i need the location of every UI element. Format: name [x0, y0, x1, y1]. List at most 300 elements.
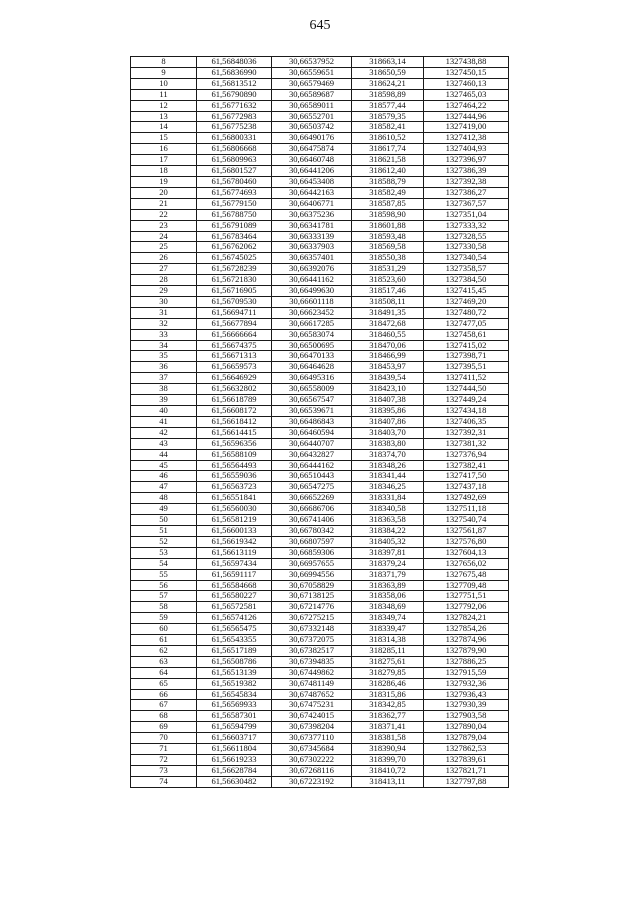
x-coordinate-cell: 318407,38	[352, 395, 424, 406]
table-row	[131, 187, 509, 198]
y-coordinate-cell: 1327395,51	[424, 362, 509, 373]
point-number-cell: 21	[131, 198, 197, 209]
table-row	[131, 700, 509, 711]
table-row	[131, 547, 509, 558]
latitude-cell: 61,56618789	[197, 395, 272, 406]
longitude-cell: 30,66583074	[272, 329, 352, 340]
latitude-cell: 61,56788750	[197, 209, 272, 220]
y-coordinate-cell: 1327396,97	[424, 155, 509, 166]
x-coordinate-cell: 318610,52	[352, 133, 424, 144]
longitude-cell: 30,66539671	[272, 406, 352, 417]
x-coordinate-cell: 318663,14	[352, 57, 424, 68]
point-number-cell: 11	[131, 89, 197, 100]
table-row	[131, 624, 509, 635]
table-row	[131, 438, 509, 449]
point-number-cell: 9	[131, 67, 197, 78]
longitude-cell: 30,66780342	[272, 525, 352, 536]
point-number-cell: 72	[131, 755, 197, 766]
latitude-cell: 61,56836990	[197, 67, 272, 78]
y-coordinate-cell: 1327458,61	[424, 329, 509, 340]
y-coordinate-cell: 1327444,96	[424, 111, 509, 122]
table-row	[131, 635, 509, 646]
table-row	[131, 744, 509, 755]
table-row	[131, 765, 509, 776]
table-row	[131, 89, 509, 100]
longitude-cell: 30,66859306	[272, 547, 352, 558]
x-coordinate-cell: 318279,85	[352, 667, 424, 678]
longitude-cell: 30,66341781	[272, 220, 352, 231]
x-coordinate-cell: 318348,69	[352, 602, 424, 613]
point-number-cell: 22	[131, 209, 197, 220]
table-row	[131, 78, 509, 89]
x-coordinate-cell: 318624,21	[352, 78, 424, 89]
longitude-cell: 30,67138125	[272, 591, 352, 602]
latitude-cell: 61,56774693	[197, 187, 272, 198]
point-number-cell: 24	[131, 231, 197, 242]
y-coordinate-cell: 1327382,41	[424, 460, 509, 471]
latitude-cell: 61,56588109	[197, 449, 272, 460]
x-coordinate-cell: 318390,94	[352, 744, 424, 755]
point-number-cell: 25	[131, 242, 197, 253]
table-row	[131, 122, 509, 133]
y-coordinate-cell: 1327411,52	[424, 373, 509, 384]
longitude-cell: 30,66552701	[272, 111, 352, 122]
latitude-cell: 61,56694711	[197, 307, 272, 318]
latitude-cell: 61,56565475	[197, 624, 272, 635]
x-coordinate-cell: 318650,59	[352, 67, 424, 78]
point-number-cell: 70	[131, 733, 197, 744]
y-coordinate-cell: 1327656,02	[424, 558, 509, 569]
table-row	[131, 755, 509, 766]
x-coordinate-cell: 318285,11	[352, 645, 424, 656]
latitude-cell: 61,56632802	[197, 384, 272, 395]
longitude-cell: 30,66503742	[272, 122, 352, 133]
longitude-cell: 30,67302222	[272, 755, 352, 766]
y-coordinate-cell: 1327915,59	[424, 667, 509, 678]
y-coordinate-cell: 1327415,45	[424, 286, 509, 297]
x-coordinate-cell: 318598,90	[352, 209, 424, 220]
x-coordinate-cell: 318348,26	[352, 460, 424, 471]
longitude-cell: 30,66432827	[272, 449, 352, 460]
longitude-cell: 30,66441162	[272, 275, 352, 286]
longitude-cell: 30,66442163	[272, 187, 352, 198]
point-number-cell: 35	[131, 351, 197, 362]
point-number-cell: 69	[131, 722, 197, 733]
table-row	[131, 384, 509, 395]
y-coordinate-cell: 1327328,55	[424, 231, 509, 242]
point-number-cell: 41	[131, 416, 197, 427]
longitude-cell: 30,67372075	[272, 635, 352, 646]
latitude-cell: 61,56600133	[197, 525, 272, 536]
y-coordinate-cell: 1327464,22	[424, 100, 509, 111]
longitude-cell: 30,66357401	[272, 253, 352, 264]
latitude-cell: 61,56551841	[197, 493, 272, 504]
latitude-cell: 61,56677894	[197, 318, 272, 329]
point-number-cell: 30	[131, 296, 197, 307]
longitude-cell: 30,67268116	[272, 765, 352, 776]
coordinates-table-body	[131, 57, 509, 788]
latitude-cell: 61,56646929	[197, 373, 272, 384]
longitude-cell: 30,66589687	[272, 89, 352, 100]
y-coordinate-cell: 1327862,53	[424, 744, 509, 755]
latitude-cell: 61,56659573	[197, 362, 272, 373]
longitude-cell: 30,66994556	[272, 569, 352, 580]
latitude-cell: 61,56545834	[197, 689, 272, 700]
longitude-cell: 30,67223192	[272, 776, 352, 787]
longitude-cell: 30,66392076	[272, 264, 352, 275]
longitude-cell: 30,66499630	[272, 286, 352, 297]
point-number-cell: 57	[131, 591, 197, 602]
longitude-cell: 30,66475874	[272, 144, 352, 155]
latitude-cell: 61,56596356	[197, 438, 272, 449]
latitude-cell: 61,56716905	[197, 286, 272, 297]
point-number-cell: 71	[131, 744, 197, 755]
x-coordinate-cell: 318349,74	[352, 613, 424, 624]
longitude-cell: 30,66375236	[272, 209, 352, 220]
y-coordinate-cell: 1327419,00	[424, 122, 509, 133]
y-coordinate-cell: 1327936,43	[424, 689, 509, 700]
x-coordinate-cell: 318371,79	[352, 569, 424, 580]
latitude-cell: 61,56597434	[197, 558, 272, 569]
longitude-cell: 30,67449862	[272, 667, 352, 678]
point-number-cell: 23	[131, 220, 197, 231]
point-number-cell: 74	[131, 776, 197, 787]
table-row	[131, 296, 509, 307]
table-row	[131, 176, 509, 187]
y-coordinate-cell: 1327751,51	[424, 591, 509, 602]
x-coordinate-cell: 318358,06	[352, 591, 424, 602]
y-coordinate-cell: 1327879,90	[424, 645, 509, 656]
x-coordinate-cell: 318621,58	[352, 155, 424, 166]
latitude-cell: 61,56848036	[197, 57, 272, 68]
latitude-cell: 61,56813512	[197, 78, 272, 89]
point-number-cell: 61	[131, 635, 197, 646]
y-coordinate-cell: 1327903,58	[424, 711, 509, 722]
y-coordinate-cell: 1327438,88	[424, 57, 509, 68]
coordinates-table	[130, 56, 509, 788]
longitude-cell: 30,66558009	[272, 384, 352, 395]
latitude-cell: 61,56745025	[197, 253, 272, 264]
y-coordinate-cell: 1327797,88	[424, 776, 509, 787]
latitude-cell: 61,56614415	[197, 427, 272, 438]
point-number-cell: 33	[131, 329, 197, 340]
table-row	[131, 362, 509, 373]
longitude-cell: 30,66686706	[272, 504, 352, 515]
longitude-cell: 30,67398204	[272, 722, 352, 733]
table-row	[131, 733, 509, 744]
latitude-cell: 61,56587301	[197, 711, 272, 722]
x-coordinate-cell: 318371,41	[352, 722, 424, 733]
y-coordinate-cell: 1327412,38	[424, 133, 509, 144]
longitude-cell: 30,67424015	[272, 711, 352, 722]
x-coordinate-cell: 318587,85	[352, 198, 424, 209]
x-coordinate-cell: 318381,58	[352, 733, 424, 744]
y-coordinate-cell: 1327392,38	[424, 176, 509, 187]
latitude-cell: 61,56581219	[197, 515, 272, 526]
x-coordinate-cell: 318508,11	[352, 296, 424, 307]
y-coordinate-cell: 1327477,05	[424, 318, 509, 329]
x-coordinate-cell: 318399,70	[352, 755, 424, 766]
longitude-cell: 30,67275215	[272, 613, 352, 624]
x-coordinate-cell: 318472,68	[352, 318, 424, 329]
longitude-cell: 30,66510443	[272, 471, 352, 482]
table-row	[131, 493, 509, 504]
table-row	[131, 340, 509, 351]
latitude-cell: 61,56594799	[197, 722, 272, 733]
table-row	[131, 613, 509, 624]
x-coordinate-cell: 318410,72	[352, 765, 424, 776]
y-coordinate-cell: 1327392,31	[424, 427, 509, 438]
point-number-cell: 40	[131, 406, 197, 417]
point-number-cell: 31	[131, 307, 197, 318]
point-number-cell: 8	[131, 57, 197, 68]
latitude-cell: 61,56783464	[197, 231, 272, 242]
longitude-cell: 30,66601118	[272, 296, 352, 307]
point-number-cell: 63	[131, 656, 197, 667]
longitude-cell: 30,66547275	[272, 482, 352, 493]
latitude-cell: 61,56572581	[197, 602, 272, 613]
table-row	[131, 471, 509, 482]
point-number-cell: 28	[131, 275, 197, 286]
table-row	[131, 166, 509, 177]
table-row	[131, 449, 509, 460]
longitude-cell: 30,66807597	[272, 536, 352, 547]
table-row	[131, 100, 509, 111]
table-row	[131, 253, 509, 264]
longitude-cell: 30,67382517	[272, 645, 352, 656]
latitude-cell: 61,56603717	[197, 733, 272, 744]
point-number-cell: 54	[131, 558, 197, 569]
point-number-cell: 59	[131, 613, 197, 624]
latitude-cell: 61,56671313	[197, 351, 272, 362]
x-coordinate-cell: 318286,46	[352, 678, 424, 689]
x-coordinate-cell: 318612,40	[352, 166, 424, 177]
x-coordinate-cell: 318383,80	[352, 438, 424, 449]
y-coordinate-cell: 1327821,71	[424, 765, 509, 776]
longitude-cell: 30,66490176	[272, 133, 352, 144]
y-coordinate-cell: 1327384,50	[424, 275, 509, 286]
latitude-cell: 61,56728239	[197, 264, 272, 275]
table-row	[131, 580, 509, 591]
table-row	[131, 242, 509, 253]
latitude-cell: 61,56666664	[197, 329, 272, 340]
latitude-cell: 61,56721830	[197, 275, 272, 286]
latitude-cell: 61,56780460	[197, 176, 272, 187]
page-number: 645	[309, 18, 331, 33]
point-number-cell: 62	[131, 645, 197, 656]
table-row	[131, 198, 509, 209]
latitude-cell: 61,56564493	[197, 460, 272, 471]
latitude-cell: 61,56709530	[197, 296, 272, 307]
point-number-cell: 37	[131, 373, 197, 384]
y-coordinate-cell: 1327386,39	[424, 166, 509, 177]
table-row	[131, 602, 509, 613]
x-coordinate-cell: 318491,35	[352, 307, 424, 318]
latitude-cell: 61,56543355	[197, 635, 272, 646]
x-coordinate-cell: 318397,81	[352, 547, 424, 558]
x-coordinate-cell: 318582,41	[352, 122, 424, 133]
point-number-cell: 58	[131, 602, 197, 613]
latitude-cell: 61,56791089	[197, 220, 272, 231]
latitude-cell: 61,56790890	[197, 89, 272, 100]
x-coordinate-cell: 318363,58	[352, 515, 424, 526]
x-coordinate-cell: 318523,60	[352, 275, 424, 286]
y-coordinate-cell: 1327492,69	[424, 493, 509, 504]
table-row	[131, 57, 509, 68]
table-row	[131, 667, 509, 678]
latitude-cell: 61,56584668	[197, 580, 272, 591]
x-coordinate-cell: 318453,97	[352, 362, 424, 373]
table-row	[131, 536, 509, 547]
y-coordinate-cell: 1327404,93	[424, 144, 509, 155]
latitude-cell: 61,56508786	[197, 656, 272, 667]
point-number-cell: 55	[131, 569, 197, 580]
y-coordinate-cell: 1327824,21	[424, 613, 509, 624]
y-coordinate-cell: 1327386,27	[424, 187, 509, 198]
point-number-cell: 43	[131, 438, 197, 449]
point-number-cell: 36	[131, 362, 197, 373]
table-row	[131, 427, 509, 438]
latitude-cell: 61,56608172	[197, 406, 272, 417]
y-coordinate-cell: 1327604,13	[424, 547, 509, 558]
x-coordinate-cell: 318598,89	[352, 89, 424, 100]
point-number-cell: 42	[131, 427, 197, 438]
y-coordinate-cell: 1327874,96	[424, 635, 509, 646]
point-number-cell: 46	[131, 471, 197, 482]
point-number-cell: 29	[131, 286, 197, 297]
y-coordinate-cell: 1327792,06	[424, 602, 509, 613]
table-row	[131, 569, 509, 580]
x-coordinate-cell: 318569,58	[352, 242, 424, 253]
latitude-cell: 61,56519382	[197, 678, 272, 689]
latitude-cell: 61,56618412	[197, 416, 272, 427]
table-row	[131, 264, 509, 275]
y-coordinate-cell: 1327376,94	[424, 449, 509, 460]
longitude-cell: 30,67394835	[272, 656, 352, 667]
latitude-cell: 61,56580227	[197, 591, 272, 602]
x-coordinate-cell: 318413,11	[352, 776, 424, 787]
longitude-cell: 30,66444162	[272, 460, 352, 471]
point-number-cell: 66	[131, 689, 197, 700]
y-coordinate-cell: 1327930,39	[424, 700, 509, 711]
x-coordinate-cell: 318340,58	[352, 504, 424, 515]
point-number-cell: 52	[131, 536, 197, 547]
x-coordinate-cell: 318395,86	[352, 406, 424, 417]
latitude-cell: 61,56806668	[197, 144, 272, 155]
point-number-cell: 27	[131, 264, 197, 275]
point-number-cell: 45	[131, 460, 197, 471]
x-coordinate-cell: 318403,70	[352, 427, 424, 438]
latitude-cell: 61,56771632	[197, 100, 272, 111]
y-coordinate-cell: 1327406,35	[424, 416, 509, 427]
latitude-cell: 61,56762062	[197, 242, 272, 253]
y-coordinate-cell: 1327465,03	[424, 89, 509, 100]
x-coordinate-cell: 318315,86	[352, 689, 424, 700]
point-number-cell: 73	[131, 765, 197, 776]
point-number-cell: 13	[131, 111, 197, 122]
y-coordinate-cell: 1327839,61	[424, 755, 509, 766]
table-row	[131, 515, 509, 526]
table-row	[131, 220, 509, 231]
y-coordinate-cell: 1327358,57	[424, 264, 509, 275]
point-number-cell: 18	[131, 166, 197, 177]
longitude-cell: 30,66559651	[272, 67, 352, 78]
x-coordinate-cell: 318577,44	[352, 100, 424, 111]
point-number-cell: 49	[131, 504, 197, 515]
table-row	[131, 416, 509, 427]
y-coordinate-cell: 1327415,02	[424, 340, 509, 351]
point-number-cell: 17	[131, 155, 197, 166]
y-coordinate-cell: 1327932,36	[424, 678, 509, 689]
latitude-cell: 61,56801527	[197, 166, 272, 177]
y-coordinate-cell: 1327561,87	[424, 525, 509, 536]
table-row	[131, 231, 509, 242]
latitude-cell: 61,56772983	[197, 111, 272, 122]
latitude-cell: 61,56569933	[197, 700, 272, 711]
point-number-cell: 48	[131, 493, 197, 504]
latitude-cell: 61,56800331	[197, 133, 272, 144]
longitude-cell: 30,66453408	[272, 176, 352, 187]
longitude-cell: 30,66333139	[272, 231, 352, 242]
table-row	[131, 558, 509, 569]
point-number-cell: 56	[131, 580, 197, 591]
x-coordinate-cell: 318601,88	[352, 220, 424, 231]
table-row	[131, 525, 509, 536]
table-row	[131, 111, 509, 122]
y-coordinate-cell: 1327460,13	[424, 78, 509, 89]
table-row	[131, 209, 509, 220]
table-row	[131, 591, 509, 602]
longitude-cell: 30,66537952	[272, 57, 352, 68]
longitude-cell: 30,66460594	[272, 427, 352, 438]
x-coordinate-cell: 318423,10	[352, 384, 424, 395]
longitude-cell: 30,66460748	[272, 155, 352, 166]
y-coordinate-cell: 1327434,18	[424, 406, 509, 417]
point-number-cell: 53	[131, 547, 197, 558]
point-number-cell: 15	[131, 133, 197, 144]
table-row	[131, 395, 509, 406]
x-coordinate-cell: 318314,38	[352, 635, 424, 646]
y-coordinate-cell: 1327444,50	[424, 384, 509, 395]
x-coordinate-cell: 318342,85	[352, 700, 424, 711]
x-coordinate-cell: 318588,79	[352, 176, 424, 187]
longitude-cell: 30,66589011	[272, 100, 352, 111]
longitude-cell: 30,66337903	[272, 242, 352, 253]
y-coordinate-cell: 1327854,26	[424, 624, 509, 635]
point-number-cell: 50	[131, 515, 197, 526]
y-coordinate-cell: 1327886,25	[424, 656, 509, 667]
x-coordinate-cell: 318341,44	[352, 471, 424, 482]
latitude-cell: 61,56779150	[197, 198, 272, 209]
table-row	[131, 155, 509, 166]
x-coordinate-cell: 318346,25	[352, 482, 424, 493]
y-coordinate-cell: 1327890,04	[424, 722, 509, 733]
longitude-cell: 30,67345684	[272, 744, 352, 755]
table-row	[131, 351, 509, 362]
table-row	[131, 144, 509, 155]
x-coordinate-cell: 318470,06	[352, 340, 424, 351]
x-coordinate-cell: 318363,89	[352, 580, 424, 591]
y-coordinate-cell: 1327381,32	[424, 438, 509, 449]
y-coordinate-cell: 1327351,04	[424, 209, 509, 220]
latitude-cell: 61,56591117	[197, 569, 272, 580]
longitude-cell: 30,67481149	[272, 678, 352, 689]
y-coordinate-cell: 1327576,80	[424, 536, 509, 547]
point-number-cell: 60	[131, 624, 197, 635]
table-row	[131, 645, 509, 656]
table-row	[131, 678, 509, 689]
table-row	[131, 711, 509, 722]
